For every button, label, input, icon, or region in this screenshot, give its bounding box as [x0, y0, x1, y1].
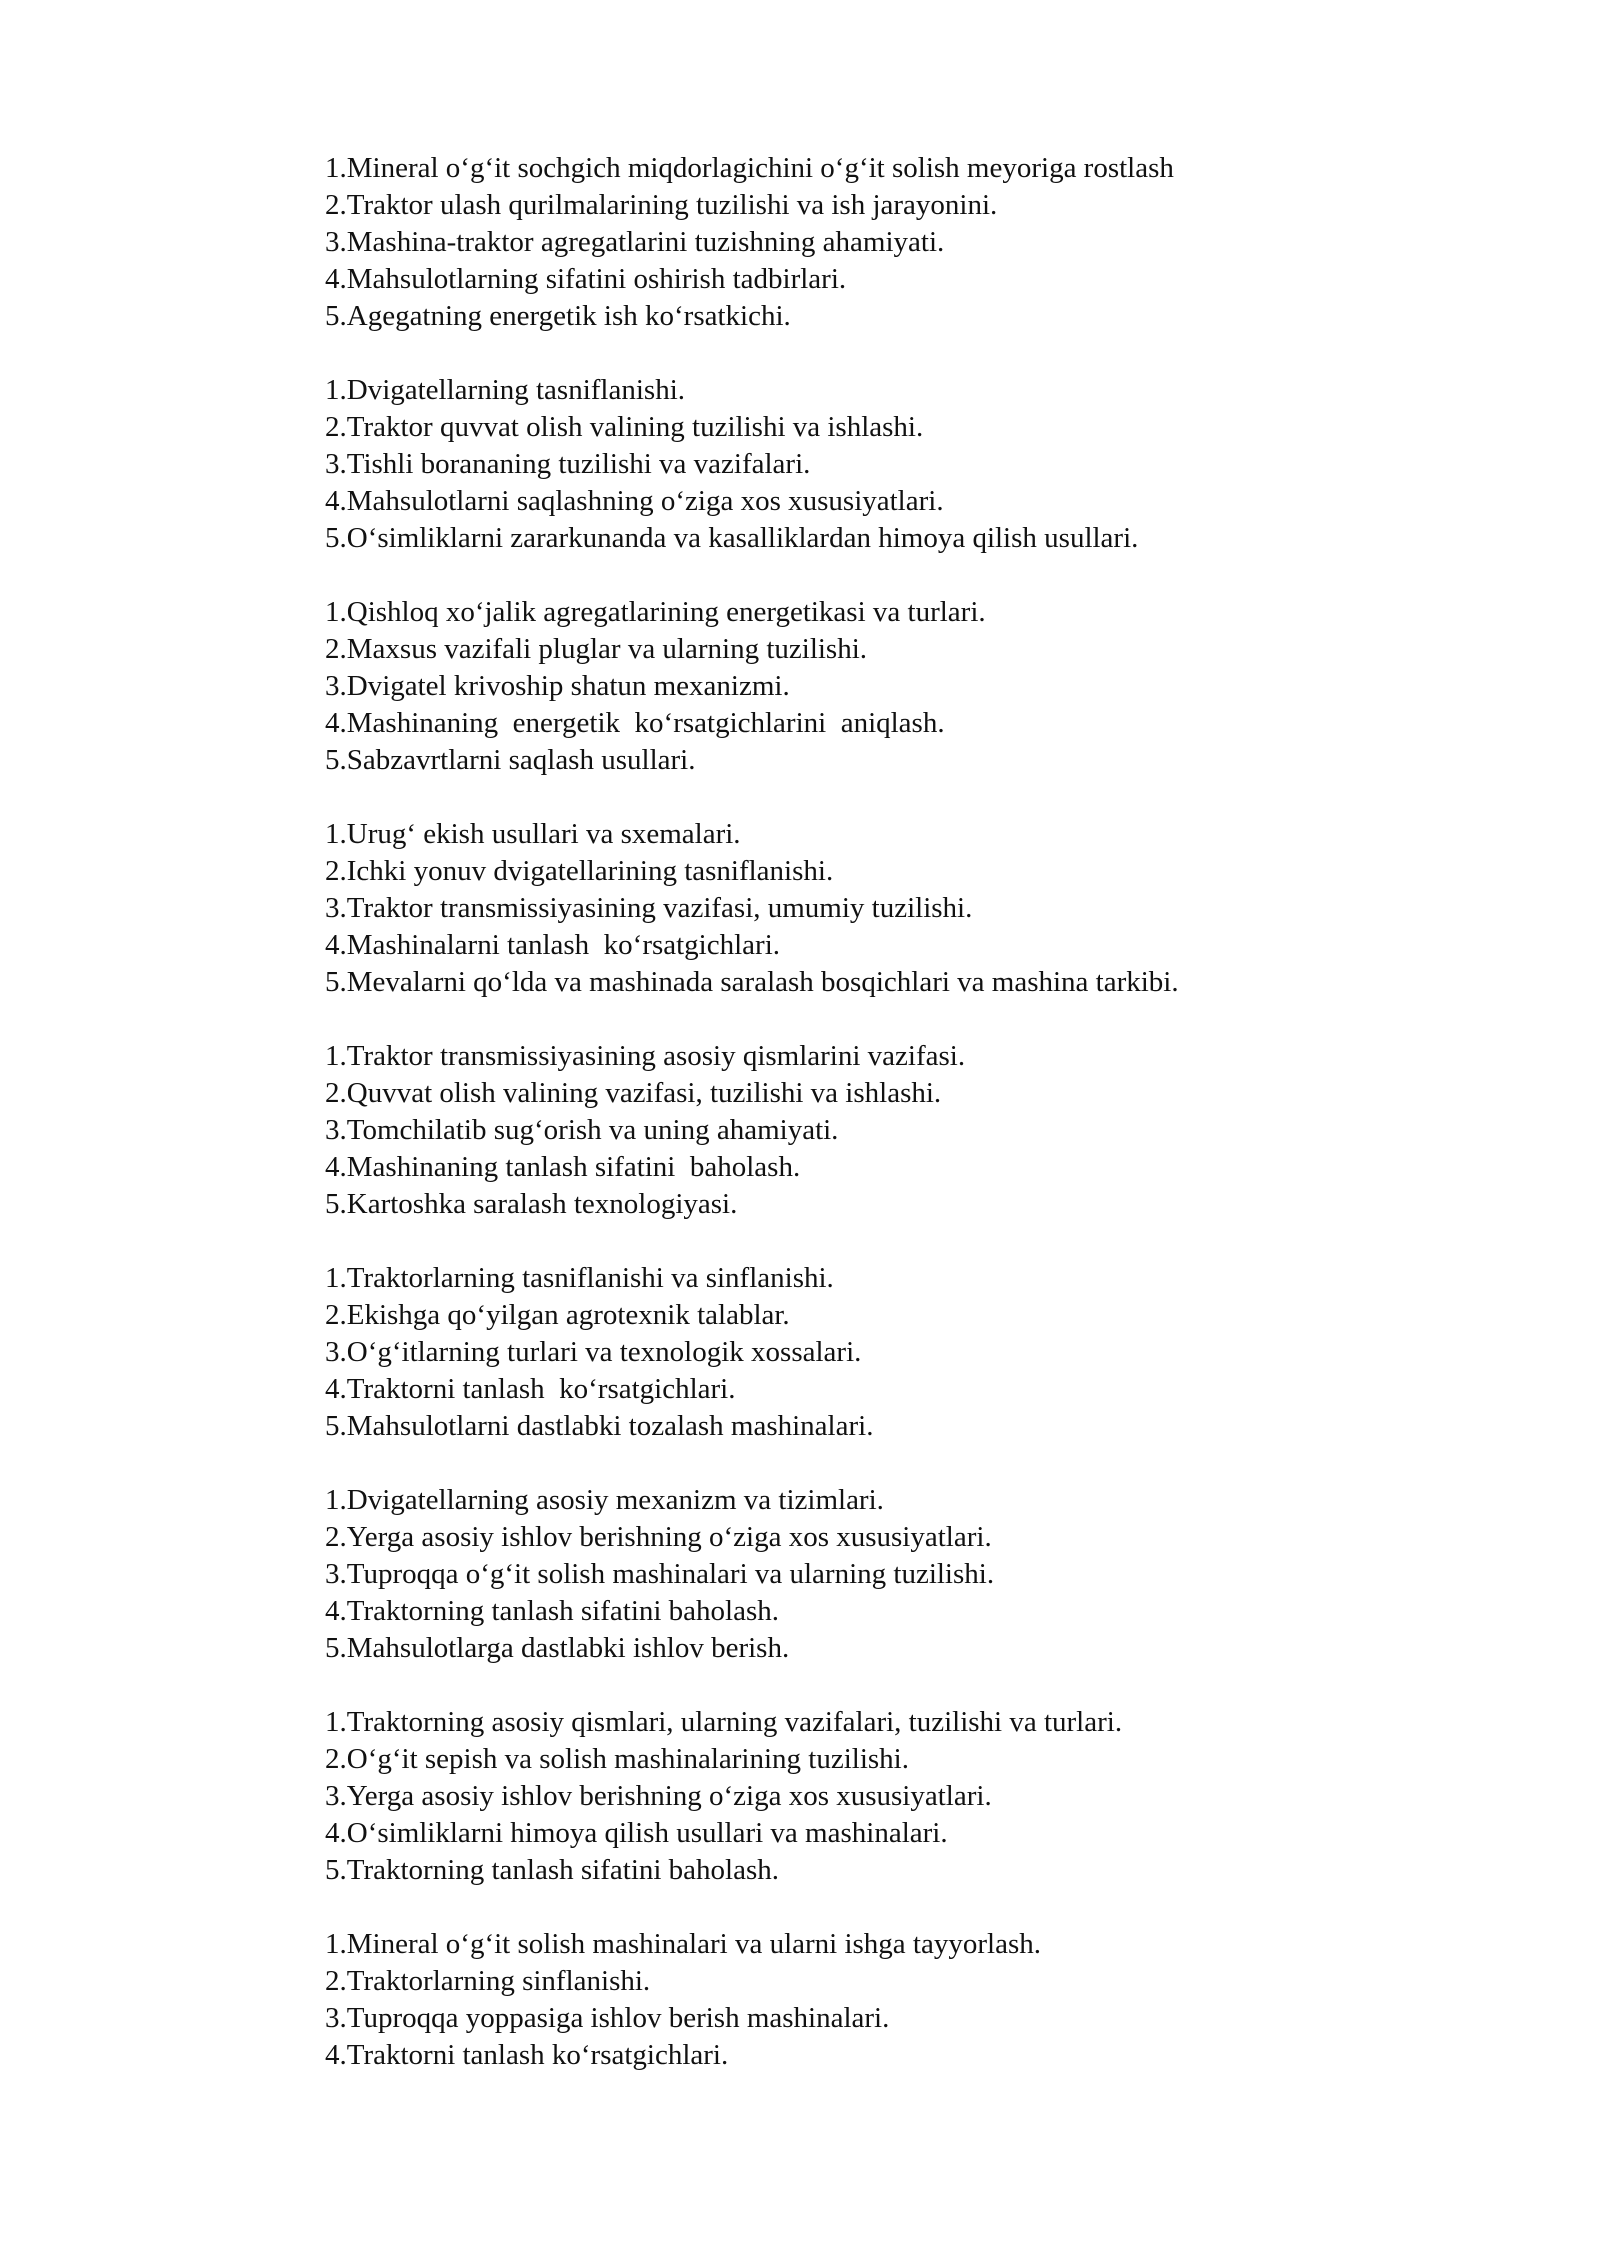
question-line: 1.Traktorning asosiy qismlari, ularning vazifalari, tuzilishi va turlari. — [325, 1706, 1123, 1738]
question-line: 2.Ichki yonuv dvigatellarining tasniflanishi. — [325, 855, 834, 887]
question-line: 5.O‘simliklarni zararkunanda va kasalliklardan himoya qilish usullari. — [325, 522, 1139, 554]
question-line: 5.Mahsulotlarga dastlabki ishlov berish. — [325, 1632, 790, 1664]
question-line: 2.Yerga asosiy ishlov berishning o‘ziga xos xususiyatlari. — [325, 1521, 992, 1553]
question-line: 5.Mahsulotlarni dastlabki tozalash mashinalari. — [325, 1410, 874, 1442]
question-block-1 — [325, 150, 1325, 335]
question-line: 5.Sabzavrtlarni saqlash usullari. — [325, 744, 696, 776]
document-page — [325, 150, 1325, 2111]
question-block-6 — [325, 1260, 1325, 1445]
question-block-8 — [325, 1704, 1325, 1889]
question-line: 2.Ekishga qo‘yilgan agrotexnik talablar. — [325, 1299, 790, 1331]
question-line: 2.O‘g‘it sepish va solish mashinalarining tuzilishi. — [325, 1743, 909, 1775]
question-block-2 — [325, 372, 1325, 557]
question-line: 1.Qishloq xo‘jalik agregatlarining energetikasi va turlari. — [325, 596, 986, 628]
question-line: 5.Agegatning energetik ish ko‘rsatkichi. — [325, 300, 791, 332]
question-line: 3.Tuproqqa o‘g‘it solish mashinalari va ularning tuzilishi. — [325, 1558, 995, 1590]
question-line: 1.Mineral o‘g‘it solish mashinalari va ularni ishga tayyorlash. — [325, 1928, 1041, 1960]
question-line: 3.Yerga asosiy ishlov berishning o‘ziga xos xususiyatlari. — [325, 1780, 992, 1812]
question-block-5 — [325, 1038, 1325, 1223]
question-line: 2.Traktor ulash qurilmalarining tuzilishi va ish jarayonini. — [325, 189, 998, 221]
question-line: 3.Tuproqqa yoppasiga ishlov berish mashinalari. — [325, 2002, 890, 2034]
question-line: 1.Urug‘ ekish usullari va sxemalari. — [325, 818, 741, 850]
question-line: 4.Mashinaning tanlash sifatini baholash. — [325, 1151, 801, 1183]
question-line: 5.Kartoshka saralash texnologiyasi. — [325, 1188, 738, 1220]
question-block-4 — [325, 816, 1325, 1001]
question-line: 2.Quvvat olish valining vazifasi, tuzilishi va ishlashi. — [325, 1077, 942, 1109]
question-line: 2.Traktor quvvat olish valining tuzilishi va ishlashi. — [325, 411, 924, 443]
question-line: 3.O‘g‘itlarning turlari va texnologik xossalari. — [325, 1336, 862, 1368]
question-line: 1.Dvigatellarning tasniflanishi. — [325, 374, 686, 406]
question-line: 4.O‘simliklarni himoya qilish usullari va mashinalari. — [325, 1817, 948, 1849]
question-line: 4.Mashinalarni tanlash ko‘rsatgichlari. — [325, 929, 781, 961]
question-block-3 — [325, 594, 1325, 779]
question-line: 5.Mevalarni qo‘lda va mashinada saralash bosqichlari va mashina tarkibi. — [325, 966, 1179, 998]
question-line: 5.Traktorning tanlash sifatini baholash. — [325, 1854, 780, 1886]
question-line: 4.Mahsulotlarni saqlashning o‘ziga xos xususiyatlari. — [325, 485, 944, 517]
question-line: 4.Traktorni tanlash ko‘rsatgichlari. — [325, 2039, 729, 2071]
question-line: 2.Traktorlarning sinflanishi. — [325, 1965, 651, 1997]
question-line: 1.Traktorlarning tasniflanishi va sinflanishi. — [325, 1262, 834, 1294]
question-line: 4.Mashinaning energetik ko‘rsatgichlarini aniqlash. — [325, 707, 945, 739]
question-line: 3.Tishli borananing tuzilishi va vazifalari. — [325, 448, 811, 480]
question-line: 3.Dvigatel krivoship shatun mexanizmi. — [325, 670, 790, 702]
question-line: 2.Maxsus vazifali pluglar va ularning tuzilishi. — [325, 633, 868, 665]
question-block-9 — [325, 1926, 1325, 2074]
question-line: 3.Mashina-traktor agregatlarini tuzishning ahamiyati. — [325, 226, 945, 258]
question-line: 4.Mahsulotlarning sifatini oshirish tadbirlari. — [325, 263, 847, 295]
question-line: 3.Tomchilatib sug‘orish va uning ahamiyati. — [325, 1114, 839, 1146]
question-line: 4.Traktorning tanlash sifatini baholash. — [325, 1595, 780, 1627]
question-line: 1.Traktor transmissiyasining asosiy qismlarini vazifasi. — [325, 1040, 966, 1072]
question-line: 1.Mineral o‘g‘it sochgich miqdorlagichini o‘g‘it solish meyoriga rostlash — [325, 152, 1174, 184]
question-line: 1.Dvigatellarning asosiy mexanizm va tizimlari. — [325, 1484, 884, 1516]
question-line: 4.Traktorni tanlash ko‘rsatgichlari. — [325, 1373, 736, 1405]
question-block-7 — [325, 1482, 1325, 1667]
question-line: 3.Traktor transmissiyasining vazifasi, umumiy tuzilishi. — [325, 892, 973, 924]
